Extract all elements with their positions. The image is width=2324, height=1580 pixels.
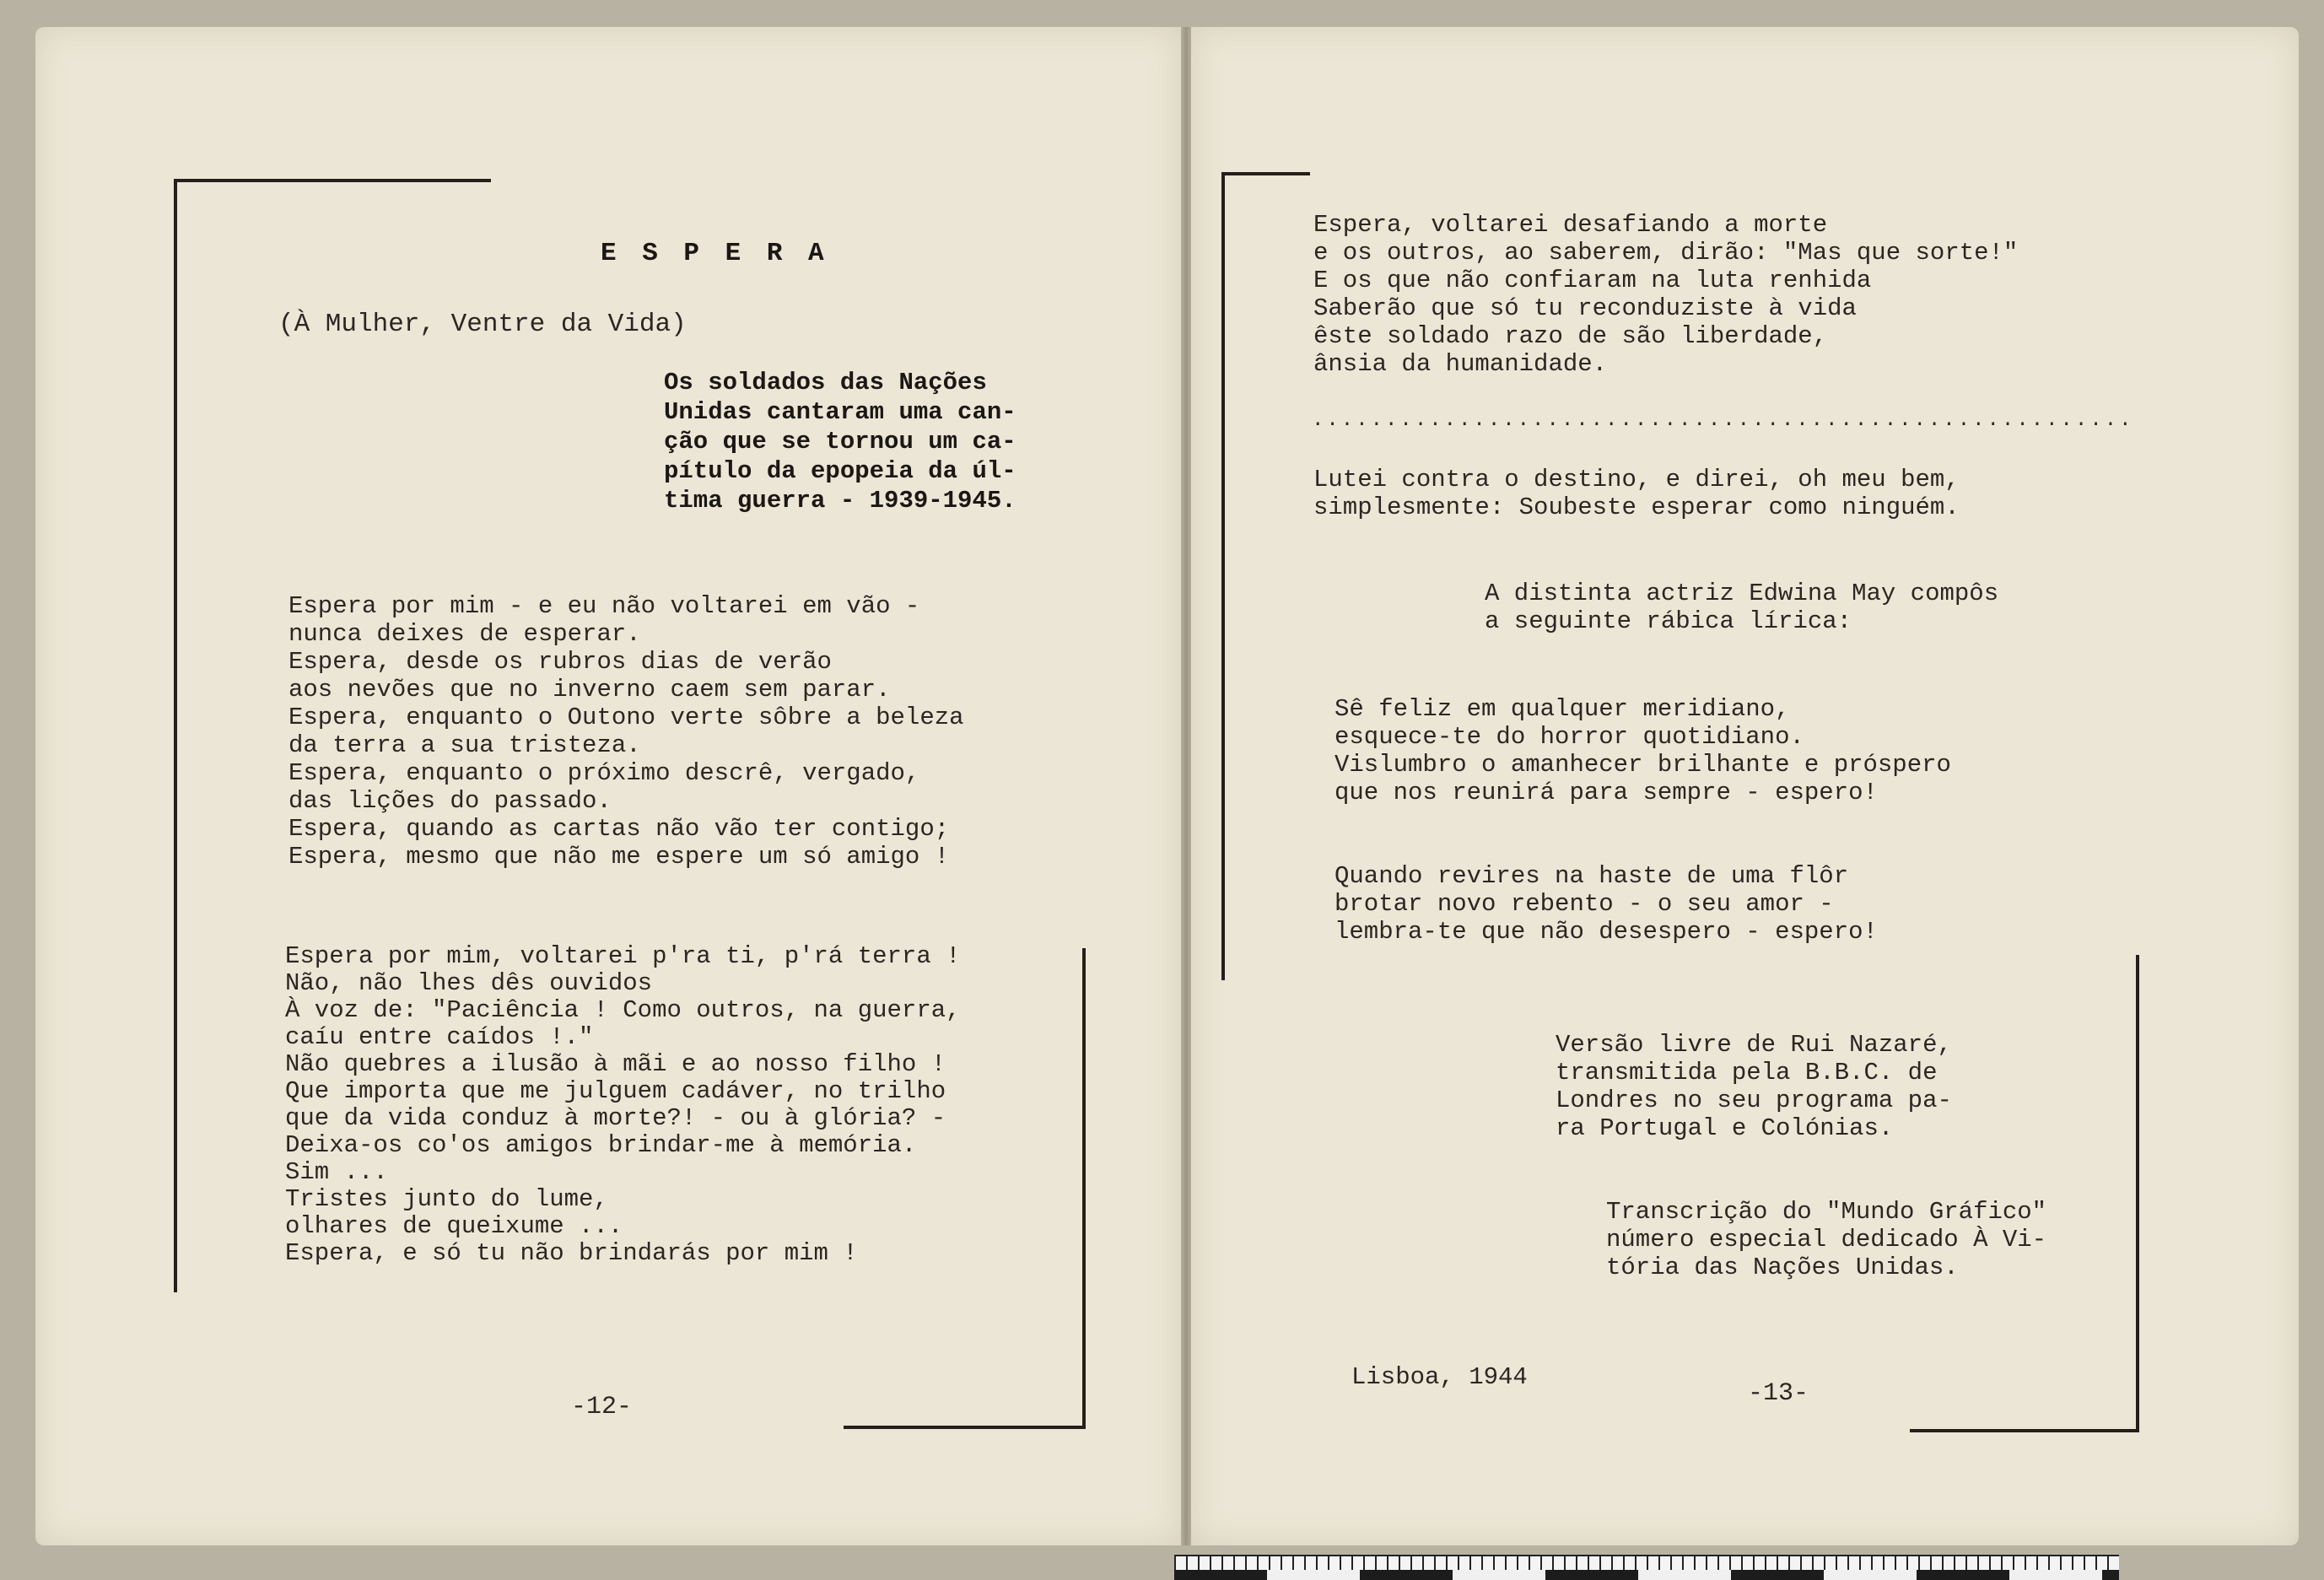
verse-line: E os que não confiaram na luta renhida (1313, 267, 1872, 294)
frame-left-vertical (1221, 172, 1225, 980)
intro-line: Unidas cantaram uma can- (664, 398, 1016, 426)
verse-line: Vislumbro o amanhecer brilhante e próspero (1335, 751, 1951, 779)
verse-line: Não quebres a ilusão à mãi e ao nosso filho ! (285, 1050, 946, 1078)
verse-line: da terra a sua tristeza. (288, 731, 641, 759)
verse-line: Espera por mim - e eu não voltarei em vão - (288, 592, 920, 620)
verse-line: Espera, quando as cartas não vão ter contigo; (288, 815, 950, 843)
credit-line: ra Portugal e Colónias. (1556, 1114, 1894, 1142)
verse-line: Saberão que só tu reconduziste à vida (1313, 294, 1857, 322)
frame-right-vertical (2136, 955, 2139, 1432)
verse-line: aos nevões que no inverno caem sem parar. (288, 676, 891, 704)
ruler-band (1174, 1570, 2119, 1580)
verse-line: caíu entre caídos !." (285, 1023, 594, 1051)
credit-line: Londres no seu programa pa- (1556, 1087, 1952, 1114)
verse-line: Espera por mim, voltarei p'ra ti, p'rá terra ! (285, 942, 961, 970)
frame-top-left (175, 179, 491, 182)
verse-line: esquece-te do horror quotidiano. (1335, 723, 1804, 751)
frame-top-left (1221, 172, 1310, 175)
note-line: número especial dedicado À Vi- (1606, 1226, 2047, 1254)
verse-line: que da vida conduz à morte?! - ou à glória? - (285, 1104, 946, 1132)
verse-line: Sê feliz em qualquer meridiano, (1335, 695, 1790, 723)
note-line: tória das Nações Unidas. (1606, 1254, 1959, 1281)
place-date: Lisboa, 1944 (1351, 1363, 1528, 1391)
verse-line: nunca deixes de esperar. (288, 620, 641, 648)
intro-line: tima guerra - 1939-1945. (664, 487, 1016, 515)
verse-line: simplesmente: Soubeste esperar como ninguém. (1313, 493, 1960, 521)
frame-right-vertical (1082, 948, 1086, 1429)
verse-line: Não, não lhes dês ouvidos (285, 969, 653, 997)
verse-line: Quando revires na haste de uma flôr (1335, 862, 1849, 890)
dedication: (À Mulher, Ventre da Vida) (278, 310, 687, 339)
verse-line: Lutei contra o destino, e direi, oh meu bem, (1313, 466, 1960, 493)
intro-line: pítulo da epopeia da úl- (664, 457, 1016, 485)
verse-line: que nos reunirá para sempre - espero! (1335, 779, 1878, 806)
verse-line: brotar novo rebento - o seu amor - (1335, 890, 1834, 918)
verse-line: êste soldado razo de são liberdade, (1313, 322, 1828, 350)
credit-line: Versão livre de Rui Nazaré, (1556, 1031, 1952, 1059)
intro-line: ção que se tornou um ca- (664, 428, 1016, 456)
verse-line: Tristes junto do lume, (285, 1185, 608, 1213)
left-page (35, 27, 1181, 1545)
intro-line: A distinta actriz Edwina May compôs (1485, 580, 1999, 607)
verse-line: Que importa que me julguem cadáver, no trilho (285, 1077, 946, 1105)
verse-line: das lições do passado. (288, 787, 612, 815)
verse-line: Espera, voltarei desafiando a morte (1313, 211, 1828, 239)
scale-ruler (1174, 1555, 2119, 1580)
verse-line: lembra-te que não desespero - espero! (1335, 918, 1878, 946)
poem-title: E S P E R A (601, 239, 829, 268)
verse-line: Espera, enquanto o próximo descrê, vergado, (288, 759, 920, 787)
intro-line: Os soldados das Nações (664, 369, 987, 396)
verse-line: Espera, enquanto o Outono verte sôbre a beleza (288, 704, 964, 731)
verse-line: Deixa-os co'os amigos brindar-me à memória. (285, 1131, 917, 1159)
frame-bottom-right (1910, 1429, 2139, 1432)
verse-line: Espera, desde os rubros dias de verão (288, 648, 832, 676)
frame-left-vertical (174, 179, 177, 1292)
page-number-left: -12- (571, 1393, 633, 1421)
verse-line: Espera, mesmo que não me espere um só amigo ! (288, 843, 950, 871)
right-page (1191, 27, 2299, 1545)
verse-line: Espera, e só tu não brindarás por mim ! (285, 1239, 858, 1267)
verse-line: À voz de: "Paciência ! Como outros, na guerra, (285, 996, 961, 1024)
dotted-separator: ........................................................ (1312, 409, 2134, 432)
page-number-right: -13- (1748, 1379, 1809, 1408)
intro-line: a seguinte rábica lírica: (1485, 607, 1852, 635)
credit-line: transmitida pela B.B.C. de (1556, 1059, 1938, 1087)
note-line: Transcrição do "Mundo Gráfico" (1606, 1198, 2047, 1226)
verse-line: e os outros, ao saberem, dirão: "Mas que sorte!" (1313, 239, 2019, 267)
verse-line: olhares de queixume ... (285, 1212, 623, 1240)
frame-bottom-right (844, 1426, 1085, 1429)
verse-line: Sim ... (285, 1158, 388, 1186)
verse-line: ânsia da humanidade. (1313, 350, 1608, 378)
